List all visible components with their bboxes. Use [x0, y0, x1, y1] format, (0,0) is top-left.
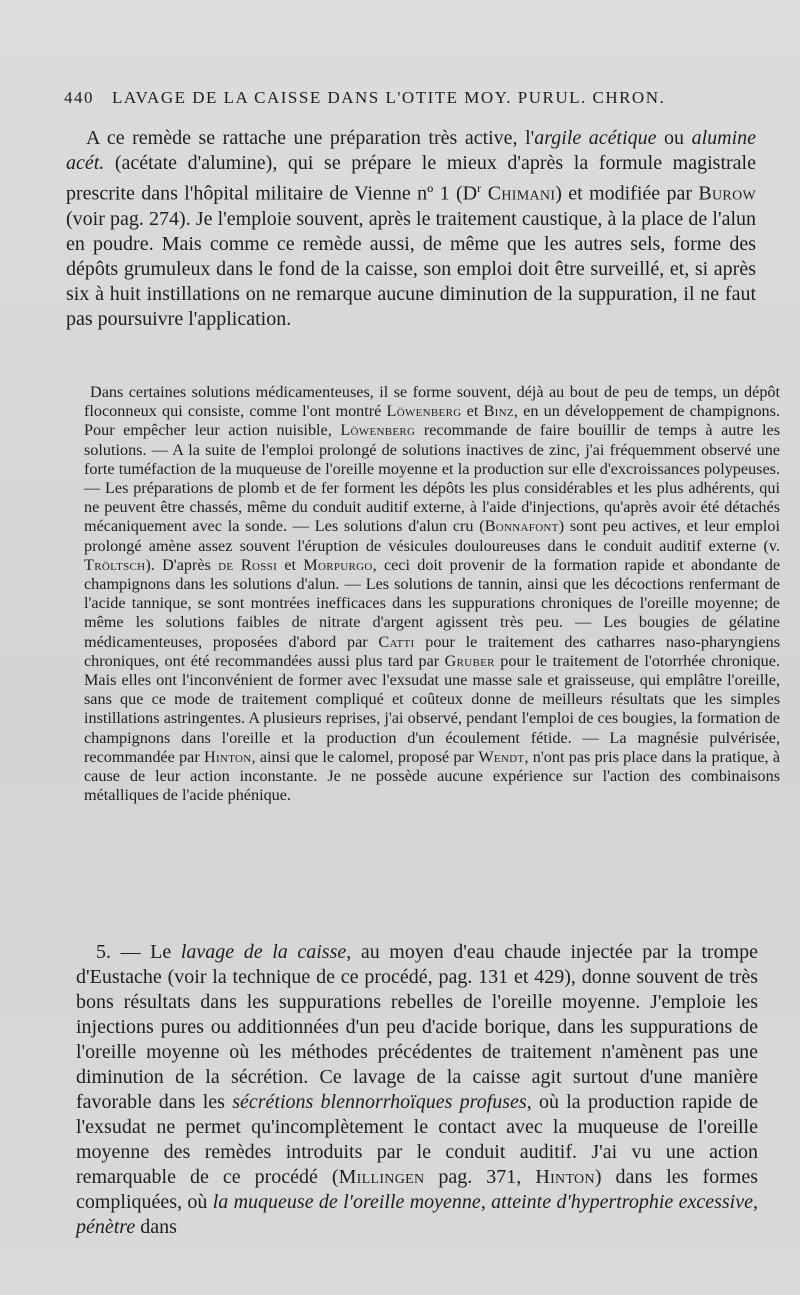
running-title: LAVAGE DE LA CAISSE DANS L'OTITE MOY. PURUL. CHRON. — [112, 88, 666, 107]
paragraph-lavage: 5. — Le lavage de la caisse, au moyen d'eau chaude injectée par la trompe d'Eustache (voir la technique de ce procédé, pag. 131 et 429), donne souvent de très bons résultats dans les suppurations rebelles de l'oreille moyenne. J'emploie les injections pures ou additionnées d'un peu d'acide borique, dans les suppurations de l'oreille moyenne où les méthodes précédentes de traitement n'amènent pas une diminution de la sécrétion. Ce lavage de la caisse agit surtout d'une manière favorable dans les sécrétions blennorrhoïques profuses, où la production rapide de l'exsudat ne permet qu'incomplètement le contact avec la muqueuse de l'oreille moyenne des remèdes introduits par le conduit auditif. J'ai vu une action remarquable de ce procédé (Millingen pag. 371, Hinton) dans les formes compliquées, où la muqueuse de l'oreille moyenne, atteinte d'hypertrophie excessive, pénètre dans — [76, 941, 759, 1238]
author-burow: Burow — [698, 182, 756, 205]
page-number: 440 — [64, 88, 94, 107]
paragraph-alumine: A ce remède se rattache une préparation très active, l'argile acétique ou alumine acét. (acétate d'alumine), qui se prépare le mieux d'après la formule magistrale prescrite dans l'hôpital militaire de Vienne nº 1 ($D^r$ Chimani) et modifiée par Burow (voir pag. 274). Je l'emploie souvent, après le traitement caustique, à la place de l'alun en poudre. Mais comme ce remède aussi, de même que les autres sels, forme des dépôts grumuleux dans le fond de la caisse, son emploi doit être surveillé, et, si après six à huit instillations on ne remarque aucune diminution de la suppuration, il ne faut pas poursuivre l'application. — [66, 127, 756, 330]
author-chimani: Chimani — [481, 182, 556, 205]
running-header — [64, 88, 704, 108]
note-paragraph: Dans certaines solutions médicamenteuses, il se forme souvent, déjà au bout de peu de temps, un dépôt floconneux qui consiste, comme l'ont montré Löwenberg et Binz, en un développement de champignons. Pour empêcher leur action nuisible, Löwenberg recommande de faire bouillir de temps à autre les solutions. — A la suite de l'emploi prolongé de solutions inactives de zinc, j'ai fréquemment observé une forte tuméfaction de la muqueuse de l'oreille moyenne et la production sur elle d'excroissances polypeuses. — Les préparations de plomb et de fer forment les dépôts les plus considérables et les plus adhérents, qui ne peuvent être chassés, même du conduit auditif externe, à l'aide d'injections, qu'après avoir été détachés mécaniquement avec la sonde. — Les solutions d'alun cru (Bonnafont) sont peu actives, et leur emploi prolongé amène assez souvent l'éruption de vésicules douloureuses dans le conduit auditif externe (v. Tröltsch). D'après de Rossi et Morpurgo, ceci doit provenir de la formation rapide et abondante de champignons dans les solutions d'alun. — Les solutions de tannin, ainsi que les décoctions renfermant de l'acide tannique, se sont montrées inefficaces dans les suppurations chroniques de l'oreille moyenne; de même les solutions faibles de nitrate d'argent agissent très peu. — Les bougies de gélatine médicamenteuses, proposées d'abord par Catti pour le traitement des catharres naso-pharyngiens chroniques, ont été recommandées aussi plus tard par Gruber pour le traitement de l'otorrhée chronique. Mais elles ont l'inconvénient de former avec l'exsudat une masse sale et graisseuse, qui emplâtre l'oreille, sans que ce mode de traitement compliqué et coûteux donne de meilleurs résultats que les simples instillations astringentes. A plusieurs reprises, j'ai observé, pendant l'emploi de ces bougies, la formation de champignons dans l'oreille et la production d'un écoulement fétide. — La magnésie pulvérisée, recommandée par Hinton, ainsi que le calomel, proposé par Wendt, n'ont pas pris place dans la pratique, à cause de leur action inconstante. Je ne possède aucune expérience sur l'action des combinaisons métalliques de l'acide phénique. — [84, 383, 781, 805]
